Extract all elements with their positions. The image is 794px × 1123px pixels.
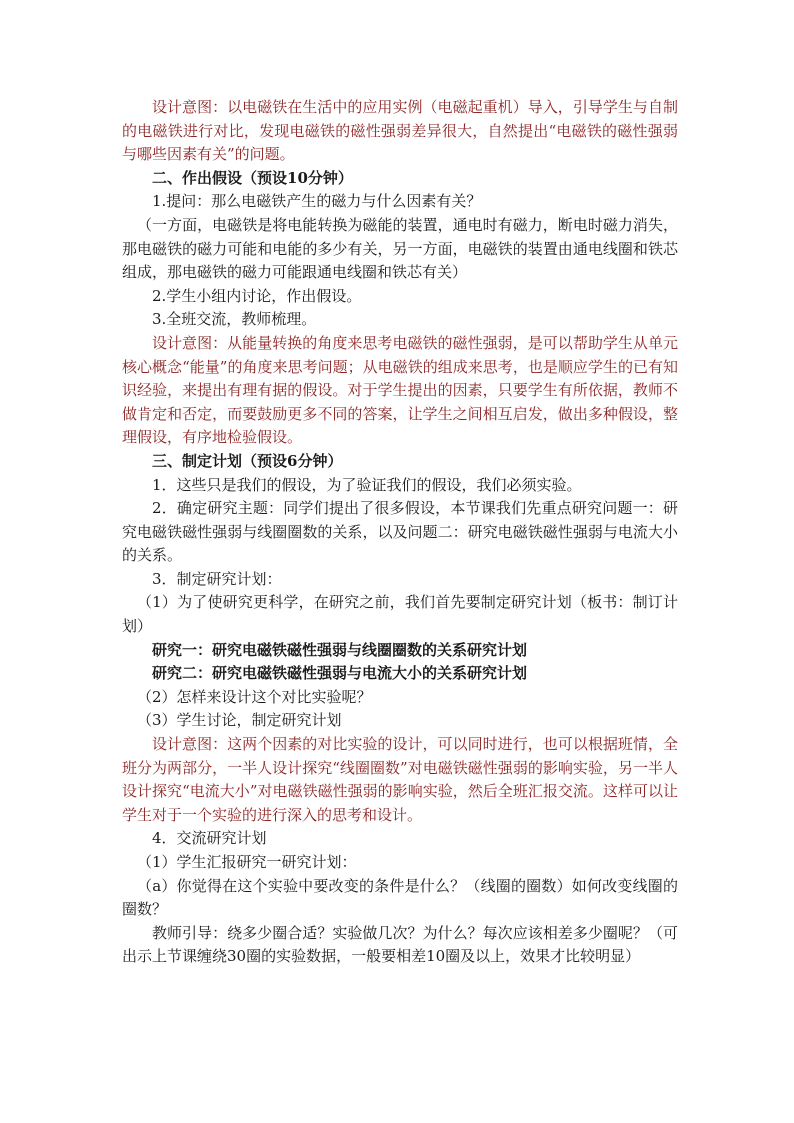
paragraph-plan-3-1: （1）为了使研究更科学，在研究之前，我们首先要制定研究计划（板书：制订计划） <box>122 593 678 636</box>
paragraph-explanation: （一方面，电磁铁是将电能转换为磁能的装置，通电时有磁力，断电时磁力消失，那电磁铁的磁力可能和电能的多少有关，另一方面，电磁铁的装置由通电线圈和铁芯组成，那电磁铁的磁力可能跟通电线圈和铁芯有关） <box>122 215 678 282</box>
paragraph-group-discussion: 2.学生小组内讨论，作出假设。 <box>152 286 362 305</box>
paragraph-exchange-plan-1: （1）学生汇报研究一研究计划： <box>137 853 357 871</box>
research-plan-one: 研究一：研究电磁铁磁性强弱与线圈圈数的关系研究计划 <box>152 640 528 659</box>
research-plan-two: 研究二：研究电磁铁磁性强弱与电流大小的关系研究计划 <box>152 664 528 683</box>
paragraph-exchange-plan: 4．交流研究计划 <box>152 829 267 848</box>
design-intent-paragraph-1: 设计意图：以电磁铁在生活中的应用实例（电磁起重机）导入，引导学生与自制的电磁铁进行对比，发现电磁铁的磁性强弱差异很大，自然提出“电磁铁的磁性强弱与哪些因素有关”的问题。 <box>122 98 678 164</box>
paragraph-plan-3-3: （3）学生讨论，制定研究计划 <box>137 711 342 730</box>
paragraph-plan-3: 3．制定研究计划： <box>152 569 282 588</box>
design-intent-paragraph-3: 设计意图：这两个因素的对比实验的设计，可以同时进行，也可以根据班情，全班分为两部分，一半人设计探究“线圈圈数”对电磁铁磁性强弱的影响实验，另一半人设计探究“电流大小”对电磁铁磁性强弱的影响实验，然后全班汇报交流。这样可以让学生对于一个实验的进行深入的思考和设计。 <box>122 735 678 824</box>
paragraph-plan-1: 1．这些只是我们的假设，为了验证我们的假设，我们必须实验。 <box>152 475 582 494</box>
section-heading-plan: 三、制定计划（预设6分钟） <box>152 451 343 470</box>
paragraph-plan-2: 2．确定研究主题：同学们提出了很多假设，本节课我们先重点研究问题一：研究电磁铁磁性强弱与线圈圈数的关系，以及问题二：研究电磁铁磁性强弱与电流大小的关系。 <box>122 499 678 565</box>
paragraph-teacher-guidance: 教师引导：绕多少圈合适？实验做几次？为什么？每次应该相差多少圈呢？（可出示上节课缠绕30圈的实验数据，一般要相差10圈及以上，效果才比较明显） <box>122 923 678 966</box>
paragraph-class-exchange: 3.全班交流，教师梳理。 <box>152 310 317 329</box>
paragraph-plan-3-2: （2）怎样来设计这个对比实验呢？ <box>137 687 372 706</box>
paragraph-question: 1.提问：那么电磁铁产生的磁力与什么因素有关？ <box>152 192 482 211</box>
document-page <box>122 96 678 969</box>
section-heading-hypothesis: 二、作出假设（预设10分钟） <box>152 168 353 187</box>
design-intent-paragraph-2: 设计意图：从能量转换的角度来思考电磁铁的磁性强弱，是可以帮助学生从单元核心概念“能量”的角度来思考问题；从电磁铁的组成来思考，也是顺应学生的已有知识经验，来提出有理有据的假设。对于学生提出的因素，只要学生有所依据，教师不做肯定和否定，而要鼓励更多不同的答案，让学生之间相互启发，做出多种假设，整理假设，有序地检验假设。 <box>122 333 678 447</box>
paragraph-exchange-plan-a: （a）你觉得在这个实验中要改变的条件是什么？（线圈的圈数）如何改变线圈的圈数？ <box>122 876 678 919</box>
